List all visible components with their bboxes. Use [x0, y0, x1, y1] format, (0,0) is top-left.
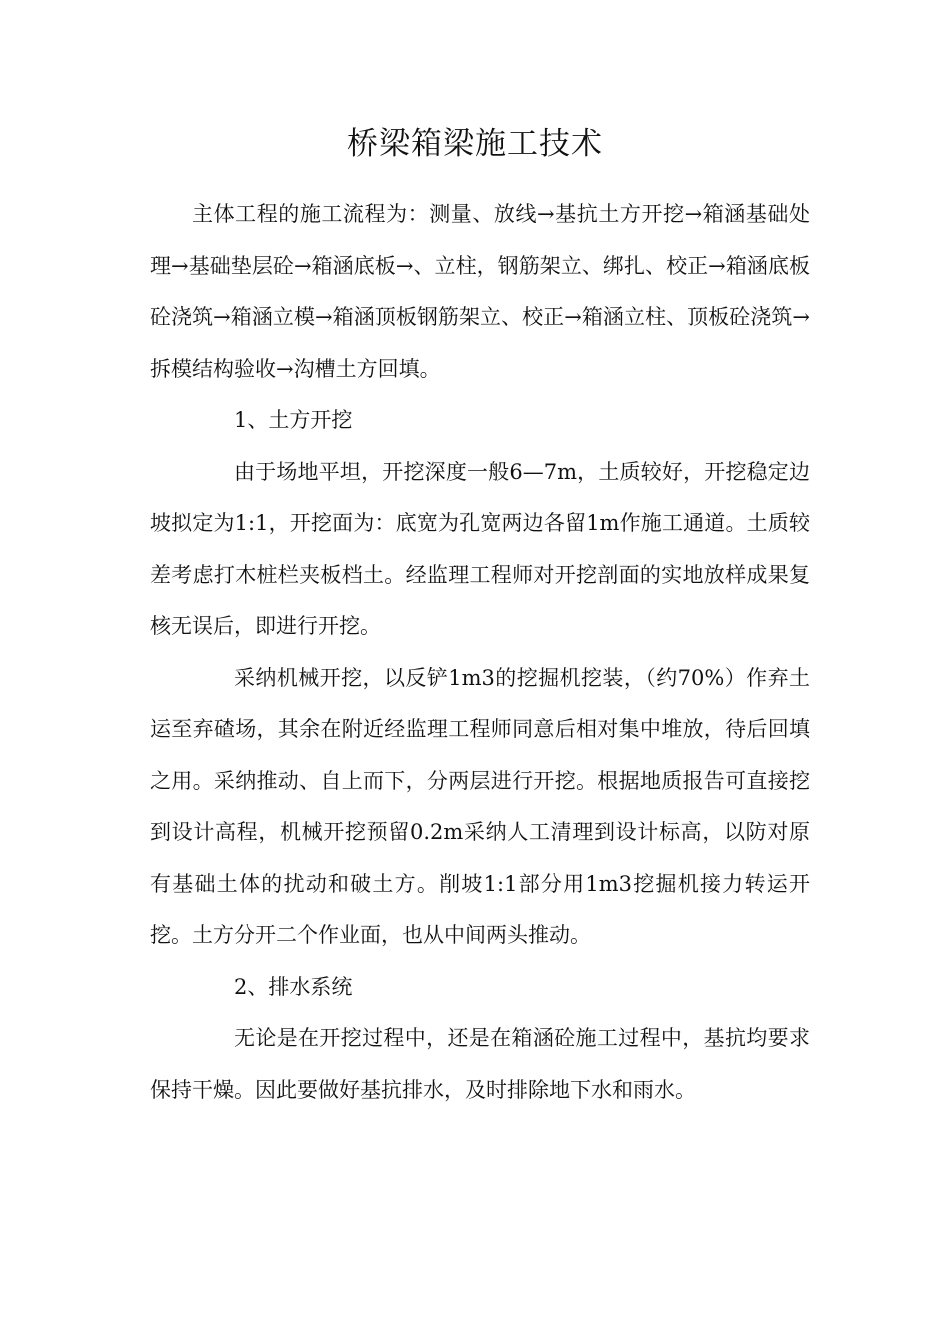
document-body: [150, 189, 810, 1116]
section-heading-drainage: 2、排水系统: [234, 974, 353, 999]
section-heading-earthwork: 1、土方开挖: [234, 408, 353, 432]
earthwork-paragraph-1: 由于场地平坦，开挖深度一般6—7m，土质较好，开挖稳定边坡拟定为1:1，开挖面为：底宽为孔宽两边各留1m作施工通道。土质较差考虑打木桩栏夹板档土。经监理工程师对开挖剖面的实地放样成果复核无误后，即进行开挖。: [150, 459, 810, 638]
document-title: 桥梁箱梁施工技术: [347, 126, 603, 162]
drainage-paragraph-1: 无论是在开挖过程中，还是在箱涵砼施工过程中，基抗均要求保持干燥。因此要做好基抗排水，及时排除地下水和雨水。: [150, 1026, 810, 1102]
earthwork-paragraph-2: 采纳机械开挖，以反铲1m3的挖掘机挖装，（约70%）作弃土运至弃碴场，其余在附近经监理工程师同意后相对集中堆放，待后回填之用。采纳推动、自上而下，分两层进行开挖。根据地质报告可直接挖到设计高程，机械开挖预留0.2m采纳人工清理到设计标高，以防对原有基础土体的扰动和破土方。削坡1:1部分用1m3挖掘机接力转运开挖。土方分开二个作业面，也从中间两头推动。: [150, 665, 810, 947]
intro-paragraph: 主体工程的施工流程为：测量、放线→基抗土方开挖→箱涵基础处理→基础垫层砼→箱涵底板→、立柱，钢筋架立、绑扎、校正→箱涵底板砼浇筑→箱涵立模→箱涵顶板钢筋架立、校正→箱涵立柱、顶板砼浇筑→拆模结构验收→沟槽土方回填。: [150, 202, 810, 381]
